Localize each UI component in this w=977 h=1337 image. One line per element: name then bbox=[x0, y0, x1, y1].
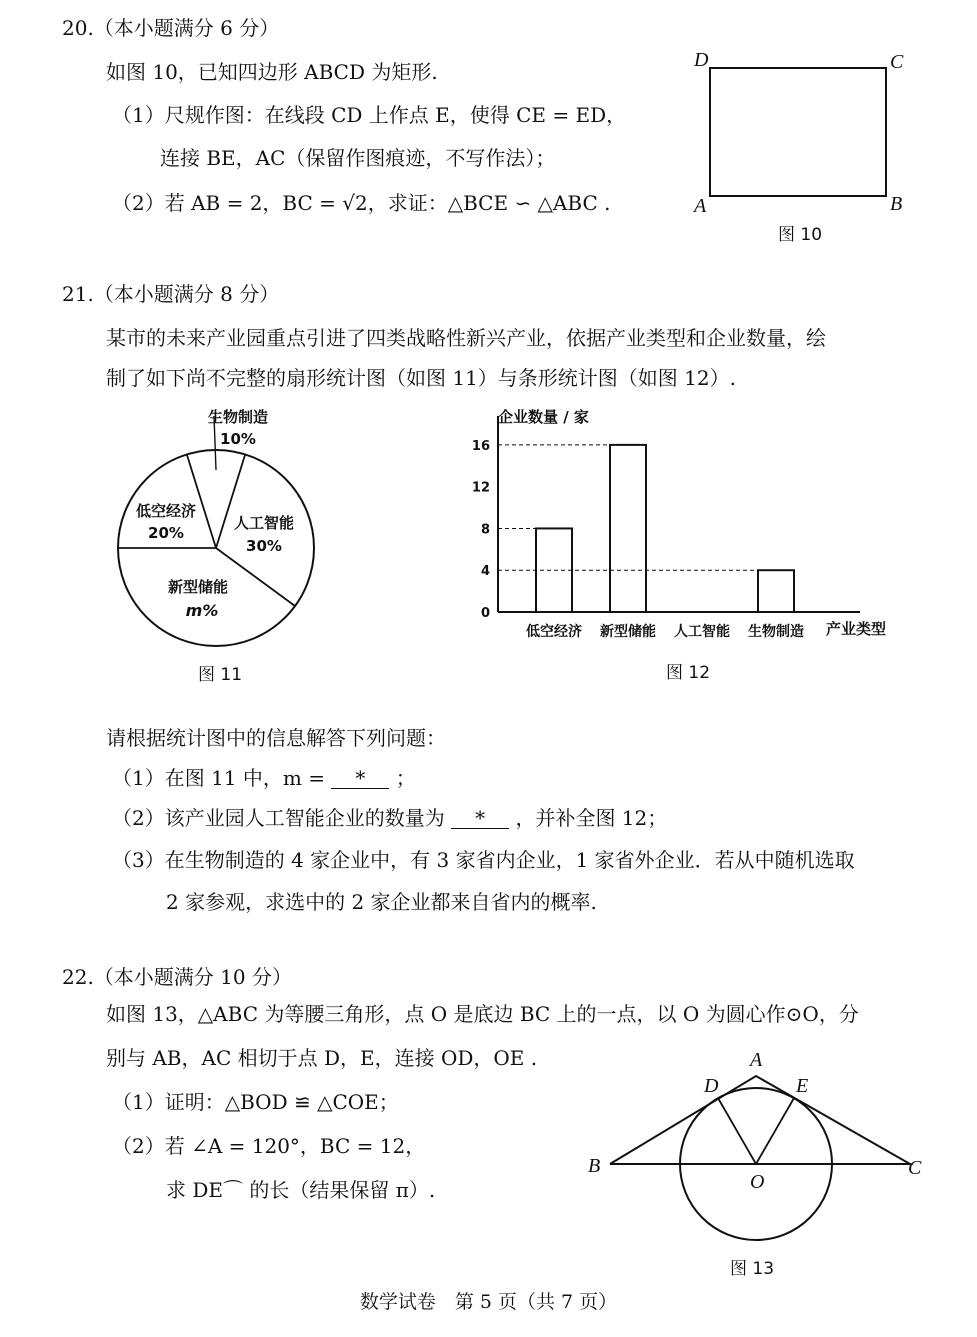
q22-stem-line2: 别与 AB，AC 相切于点 D，E，连接 OD，OE . bbox=[106, 1046, 538, 1070]
q21-part2-end: ，并补全图 12； bbox=[515, 806, 668, 830]
pie-label-lowalt: 低空经济 bbox=[135, 502, 197, 520]
q20-part1a: （1）尺规作图：在线段 CD 上作点 E，使得 CE = ED， bbox=[112, 103, 627, 127]
q21-header: 21.（本小题满分 8 分） bbox=[62, 282, 280, 306]
q21-stem-line1: 某市的未来产业园重点引进了四类战略性新兴产业，依据产业类型和企业数量，绘 bbox=[106, 326, 826, 350]
point-e-label: E bbox=[796, 1075, 809, 1097]
q22-header: 22.（本小题满分 10 分） bbox=[62, 965, 292, 989]
q20-part2: （2）若 AB = 2，BC = √2，求证：△BCE ∽ △ABC . bbox=[112, 191, 611, 215]
point-a-label: A bbox=[750, 1049, 763, 1071]
y-tick-label: 16 bbox=[471, 438, 490, 454]
pie-label-ai: 人工智能 bbox=[233, 514, 295, 532]
y-axis-label: 企业数量 / 家 bbox=[498, 408, 589, 426]
q21-part2 bbox=[112, 806, 667, 830]
page-footer: 数学试卷 第 5 页（共 7 页） bbox=[359, 1291, 618, 1313]
figure-13 bbox=[580, 1040, 940, 1285]
pie-value-lowalt: 20% bbox=[148, 524, 184, 542]
y-tick-label: 0 bbox=[480, 606, 490, 621]
rectangle-abcd bbox=[710, 68, 886, 196]
segment-oe bbox=[756, 1098, 794, 1164]
x-axis-label: 产业类型 bbox=[826, 620, 887, 638]
figure-11-pie bbox=[110, 400, 320, 690]
q21-part2-text: （2）该产业园人工智能企业的数量为 bbox=[112, 806, 445, 830]
y-tick-label: 12 bbox=[471, 480, 490, 496]
q21-part3b: 2 家参观，求选中的 2 家企业都来自省内的概率. bbox=[166, 890, 597, 914]
figure-11-caption: 图 11 bbox=[197, 665, 243, 685]
figure-12-caption: 图 12 bbox=[665, 663, 711, 683]
point-b-label: B bbox=[588, 1155, 601, 1177]
point-c-label: C bbox=[890, 51, 904, 73]
figure-12-bar-chart bbox=[450, 400, 900, 690]
point-d-label: D bbox=[704, 1075, 719, 1097]
segment-od bbox=[718, 1098, 756, 1164]
pie-value-bio: 10% bbox=[220, 430, 256, 448]
pie-label-bio: 生物制造 bbox=[207, 408, 269, 426]
q21-part1-end: ； bbox=[395, 766, 416, 790]
x-tick-label: 新型储能 bbox=[600, 624, 656, 640]
bar bbox=[610, 445, 646, 612]
figure-10-caption: 图 10 bbox=[778, 225, 823, 245]
q22-part1: （1）证明：△BOD ≌ △COE； bbox=[112, 1090, 399, 1114]
q21-part1-text: （1）在图 11 中，m = bbox=[112, 766, 325, 790]
q20-header: 20.（本小题满分 6 分） bbox=[62, 16, 280, 40]
pie-divider bbox=[216, 455, 245, 548]
x-tick-label: 生物制造 bbox=[748, 624, 804, 640]
q22-part2: （2）若 ∠A = 120°，BC = 12， bbox=[112, 1134, 426, 1158]
pie-value-ai: 30% bbox=[246, 537, 282, 555]
q22-stem-line1: 如图 13，△ABC 为等腰三角形，点 O 是底边 BC 上的一点，以 O 为圆心作⊙O，分 bbox=[106, 1002, 859, 1026]
pie-divider bbox=[216, 548, 295, 606]
q22-part2b: 求 DE⌒ 的长（结果保留 π）. bbox=[166, 1178, 436, 1202]
answer-blank-ai-count[interactable]: * bbox=[451, 808, 509, 829]
figure-13-caption: 图 13 bbox=[729, 1259, 775, 1279]
point-a-label: A bbox=[694, 195, 707, 217]
y-tick-label: 4 bbox=[480, 564, 490, 580]
answer-blank-m[interactable]: * bbox=[331, 768, 389, 789]
q20-part1b: 连接 BE，AC（保留作图痕迹，不写作法）； bbox=[160, 146, 556, 170]
triangle-abc bbox=[610, 1076, 910, 1164]
q21-part1 bbox=[112, 766, 416, 790]
figure-10 bbox=[690, 40, 920, 250]
point-d-label: D bbox=[694, 49, 709, 71]
point-o-label: O bbox=[750, 1171, 765, 1193]
q20-stem: 如图 10，已知四边形 ABCD 为矩形. bbox=[106, 60, 438, 84]
q21-part3a: （3）在生物制造的 4 家企业中，有 3 家省内企业，1 家省外企业．若从中随机选取 bbox=[112, 848, 855, 872]
pie-value-storage: m% bbox=[185, 601, 219, 620]
bar bbox=[758, 570, 794, 612]
pie-label-storage: 新型储能 bbox=[167, 578, 229, 596]
q21-stem-line2: 制了如下尚不完整的扇形统计图（如图 11）与条形统计图（如图 12）. bbox=[106, 366, 736, 390]
point-b-label: B bbox=[890, 193, 903, 215]
point-c-label: C bbox=[908, 1157, 922, 1179]
y-tick-label: 8 bbox=[480, 522, 490, 538]
x-tick-label: 人工智能 bbox=[674, 624, 730, 640]
q21-ask: 请根据统计图中的信息解答下列问题： bbox=[106, 726, 446, 750]
x-tick-label: 低空经济 bbox=[526, 624, 582, 640]
